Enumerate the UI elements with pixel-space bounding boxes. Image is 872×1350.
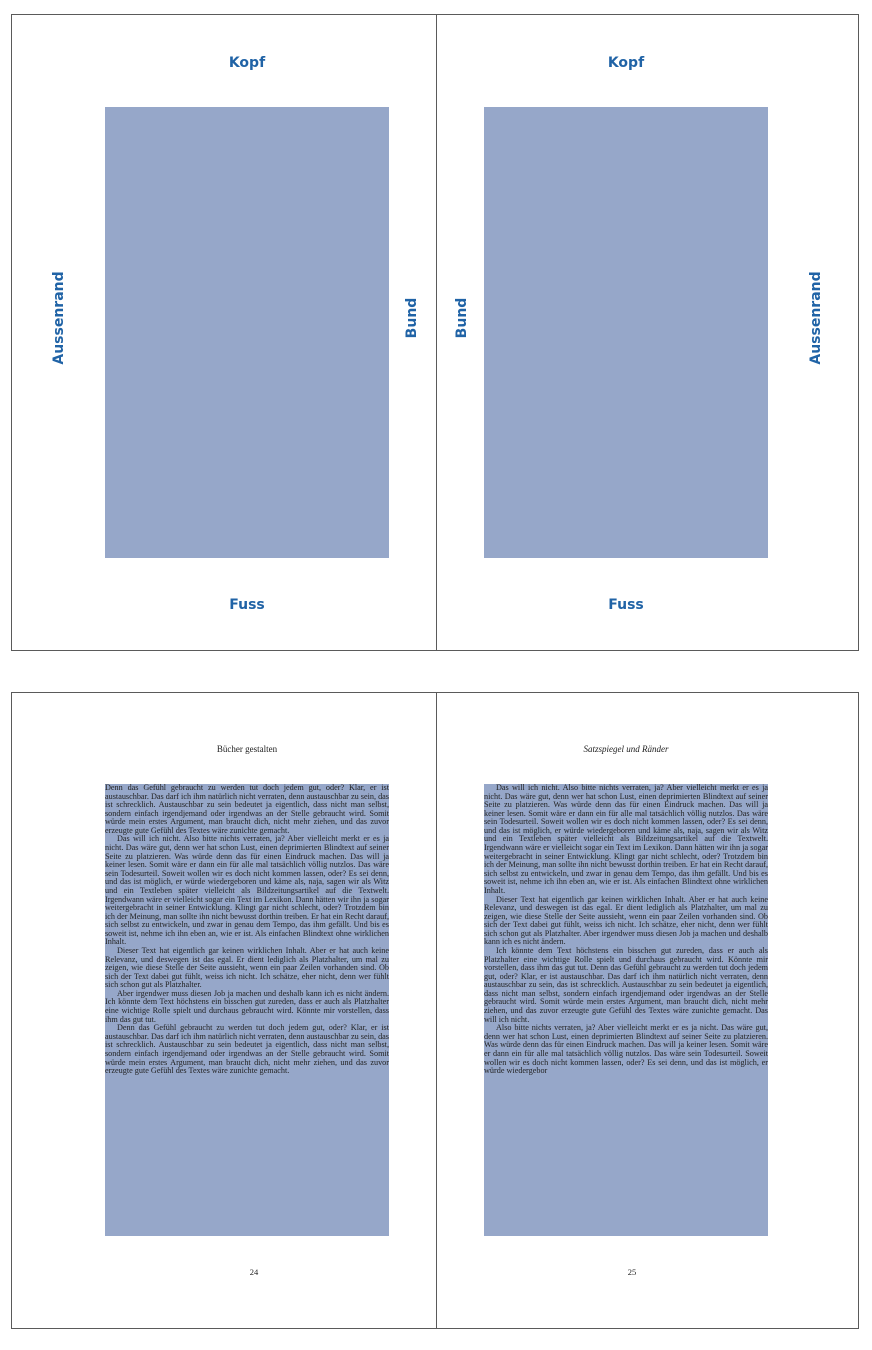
paragraph: Aber irgendwer muss diesen Job ja machen und deshalb kann ich es nicht ändern. Ich könnte dem Text höchstens ein bisschen gut zureden, dass er auch als Platzhalter eine wichtige Rolle spielt und durchaus gebraucht wird. Könnte mir vorstellen, dass ihm das gut tut.	[105, 988, 389, 1024]
type-area-left	[105, 107, 389, 558]
sample-spread	[11, 692, 859, 1329]
paragraph: Dieser Text hat eigentlich gar keinen wirklichen Inhalt. Aber er hat auch keine Relevanz, und deswegen ist das egal. Er dient lediglich als Platzhalter, um mal zu zeigen, wie diese Stelle der Seite aussieht, wenn ein paar Zeilen vorhanden sind. Ob sich der Text dabei gut fühlt, weiss ich nicht. Ich schätze, eher nicht, denn wer fühlt sich schon gut als Platzhalter. Aber irgendwer muss diesen Job ja machen und deshalb kann ich es nicht ändern.	[484, 894, 768, 947]
sample-right-page	[436, 693, 859, 1328]
label-aussenrand-left: Aussenrand	[51, 271, 67, 365]
schematic-left-page	[12, 15, 436, 650]
schematic-spread	[11, 14, 859, 651]
page-number-left: 24	[249, 1267, 259, 1277]
label-fuss-right: Fuss	[608, 597, 644, 613]
running-head-right: Satzspiegel und Ränder	[583, 744, 669, 754]
type-area-right	[484, 107, 768, 558]
label-kopf-right: Kopf	[607, 55, 645, 71]
sample-left-page	[12, 693, 436, 1328]
label-kopf-left: Kopf	[228, 55, 266, 71]
text-block-right	[484, 784, 768, 1236]
label-bund-left: Bund	[404, 297, 420, 339]
label-aussenrand-right: Aussenrand	[808, 271, 824, 365]
paragraph: Ich könnte dem Text höchstens ein bisschen gut zureden, dass er auch als Platzhalter eine wichtige Rolle spielt und durchaus gebraucht wird. Könnte mir vorstellen, dass ihm das gut tut. Denn das Gefühl gebraucht zu werden tut doch jedem gut, oder? Klar, er ist austauschbar. Das darf ich ihm natürlich nicht verraten, denn austauschbar zu sein, das ist schrecklich. Austauschbar zu sein bedeutet ja eigentlich, dass nicht man selbst, sondern einfach irgendjemand oder irgendwas an der Stelle gebraucht wird. Somit würde mein erstes Argument, man braucht dich, nicht mehr ziehen, und das zuvor erzeugte gute Gefühl des Textes wäre zunichte gemacht. Das will ich nicht.	[484, 945, 768, 1024]
label-fuss-left: Fuss	[229, 597, 265, 613]
page-number-right: 25	[627, 1267, 637, 1277]
paragraph: Denn das Gefühl gebraucht zu werden tut doch jedem gut, oder? Klar, er ist austauschbar. Das darf ich ihm natürlich nicht verraten, denn austauschbar zu sein, das ist schrecklich. Austauschbar zu sein bedeutet ja eigentlich, dass nicht man selbst, sondern einfach irgendjemand oder irgendwas an der Stelle gebraucht wird. Somit würde mein erstes Argument, man braucht dich, nicht mehr ziehen, und das zuvor erzeugte gute Gefühl des Textes wäre zunichte gemacht.	[105, 1023, 389, 1076]
paragraph: Denn das Gefühl gebraucht zu werden tut doch jedem gut, oder? Klar, er ist austauschbar. Das darf ich ihm natürlich nicht verraten, denn austauschbar zu sein, das ist schrecklich. Austauschbar zu sein bedeutet ja eigentlich, dass nicht man selbst, sondern einfach irgendjemand oder irgendwas an der Stelle gebraucht wird. Somit würde mein erstes Argument, man braucht dich, nicht mehr ziehen, und das zuvor erzeugte gute Gefühl des Textes wäre zunichte gemacht.	[105, 784, 389, 835]
paragraph: Dieser Text hat eigentlich gar keinen wirklichen Inhalt. Aber er hat auch keine Relevanz, und deswegen ist das egal. Er dient lediglich als Platzhalter, um mal zu zeigen, wie diese Stelle der Seite aussieht, wenn ein paar Zeilen vorhanden sind. Ob sich der Text dabei gut fühlt, weiss ich nicht. Ich schätze, eher nicht, denn wer fühlt sich schon gut als Platzhalter.	[105, 945, 389, 990]
paragraph: Also bitte nichts verraten, ja? Aber vielleicht merkt er es ja nicht. Das wäre gut, denn wer hat schon Lust, einen deprimierten Blindtext auf seiner Seite zu platzieren. Was würde denn das für einen Eindruck machen. Das will ja keiner lesen. Somit wäre er dann ein für alle mal tatsächlich völlig nutzlos. Das wäre sein Todesurteil. Soweit wollen wir es doch nicht kommen lassen, oder? Es sei denn, und das ist möglich, er würde wiedergebor	[484, 1023, 768, 1076]
running-head-left: Bücher gestalten	[216, 744, 278, 754]
text-block-left	[105, 784, 389, 1236]
label-bund-right: Bund	[454, 297, 470, 339]
schematic-right-page	[436, 15, 859, 650]
paragraph: Das will ich nicht. Also bitte nichts verraten, ja? Aber vielleicht merkt er es ja nicht. Das wäre gut, denn wer hat schon Lust, einen deprimierten Blindtext auf seiner Seite zu platzieren. Was würde denn das für einen Eindruck machen. Das will ja keiner lesen. Somit wäre er dann ein für alle mal tatsächlich völlig nutzlos. Das wäre sein Todesurteil. Soweit wollen wir es doch nicht kommen lassen, oder? Es sei denn, und das ist möglich, er würde wiedergeboren und käme als, naja, sagen wir als Witz und ein Textleben später vielleicht als Bildzeitungsartikel auf die Textwelt. Irgendwann wäre er vielleicht sogar ein Text im Lexikon. Dann hätten wir ihn ja sogar weitergebracht in seiner Entwicklung. Klingt gar nicht schlecht, oder? Trotzdem bin ich der Meinung, man sollte ihn nicht bewusst dorthin treiben. Er hat ein Recht darauf, sich selbst zu entwickeln, und zwar in genau dem Tempo, das ihm gefällt. Und bis es soweit ist, nehme ich ihn eben an, wie er ist. Als einfachen Blindtext ohne wirklichen Inhalt.	[484, 784, 768, 895]
paragraph: Das will ich nicht. Also bitte nichts verraten, ja? Aber vielleicht merkt er es ja nicht. Das wäre gut, denn wer hat schon Lust, einen deprimierten Blindtext auf seiner Seite zu platzieren. Was würde denn das für einen Eindruck machen. Das will ja keiner lesen. Somit wäre er dann ein für alle mal tatsächlich völlig nutzlos. Das wäre sein Todesurteil. Soweit wollen wir es doch nicht kommen lassen, oder? Es sei denn, und das ist möglich, er würde wiedergeboren und käme als, naja, sagen wir als Witz und ein Textleben später vielleicht als Bildzeitungsartikel auf die Textwelt. Irgendwann wäre er vielleicht sogar ein Text im Lexikon. Dann hätten wir ihn ja sogar weitergebracht in seiner Entwicklung. Klingt gar nicht schlecht, oder? Trotzdem bin ich der Meinung, man sollte ihn nicht bewusst dorthin treiben. Er hat ein Recht darauf, sich selbst zu entwickeln, und zwar in genau dem Tempo, das ihm gefällt. Und bis es soweit ist, nehme ich ihn eben an, wie er ist. Als einfachen Blindtext ohne wirklichen Inhalt.	[105, 834, 389, 947]
